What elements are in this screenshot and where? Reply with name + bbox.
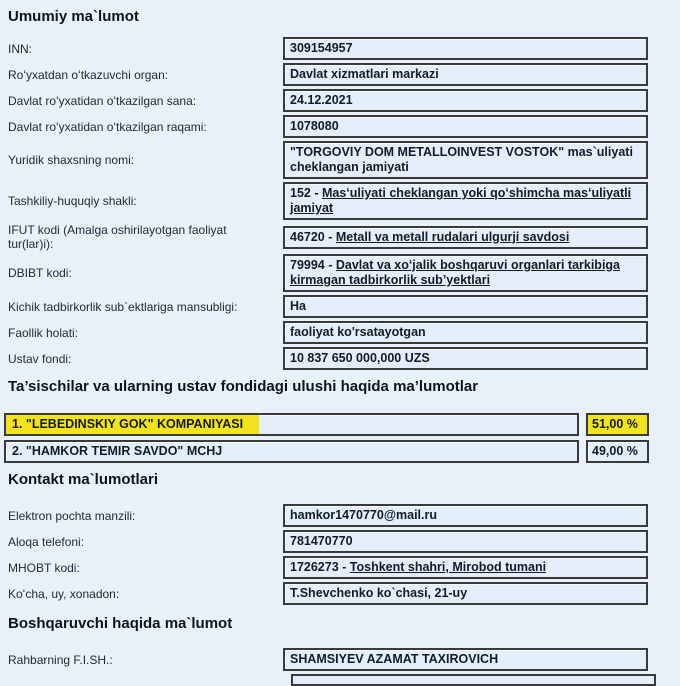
field-label: Faollik holati: <box>8 325 79 340</box>
info-row-small-business <box>8 295 648 318</box>
info-row-dbibt-code <box>8 254 648 292</box>
field-value-box: 1078080 <box>283 115 648 138</box>
founder-name: 2. "HAMKOR TEMIR SAVDO" MCHJ <box>12 444 223 458</box>
founder-name-highlight: 1. "LEBEDINSKIY GOK" KOMPANIYASI <box>6 415 259 434</box>
field-label: Aloqa telefoni: <box>8 534 85 549</box>
code-prefix: 79994 - <box>290 258 336 272</box>
field-label: Davlat roʻyxatidan oʻtkazilgan raqami: <box>8 119 207 134</box>
manager-row-name <box>8 648 648 671</box>
founder-share-box: 51,00 % <box>586 413 649 436</box>
info-row-legal-name <box>8 141 648 179</box>
field-label: MHOBT kodi: <box>8 560 80 575</box>
info-row-inn <box>8 37 648 60</box>
founders-section-title: Ta’sischilar va ularning ustav fondidagi ulushi haqida ma’lumotlar <box>8 378 479 395</box>
field-label: Davlat roʻyxatidan oʻtkazilgan sana: <box>8 93 197 108</box>
field-value-box: hamkor1470770@mail.ru <box>283 504 648 527</box>
contact-row-email <box>8 504 648 527</box>
general-section-title: Umumiy ma`lumot <box>8 8 139 25</box>
founder-name-box <box>4 440 579 463</box>
field-value-box: Davlat xizmatlari markazi <box>283 63 648 86</box>
founder-row-1 <box>4 413 649 436</box>
ifut-link[interactable]: Metall va metall rudalari ulgurji savdosi <box>335 229 570 244</box>
founder-share-box: 49,00 % <box>586 440 649 463</box>
legal-form-link[interactable]: Masʻuliyati cheklangan yoki qoʻshimcha masʻuliyatli jamiyat <box>290 186 632 215</box>
field-value-box: faoliyat ko'rsatayotgan <box>283 321 648 344</box>
field-value-box: T.Shevchenko ko`chasi, 21-uy <box>283 582 648 605</box>
partial-next-value-box <box>291 674 656 686</box>
info-row-activity-status <box>8 321 648 344</box>
founder-row-2 <box>4 440 649 463</box>
field-value-box <box>283 254 648 292</box>
field-label: INN: <box>8 41 32 56</box>
field-value-box: Ha <box>283 295 648 318</box>
field-label: Ustav fondi: <box>8 351 72 366</box>
info-row-registration-date <box>8 89 648 112</box>
field-label: Yuridik shaxsning nomi: <box>8 153 135 167</box>
contacts-section-title: Kontakt ma`lumotlari <box>8 471 159 488</box>
field-label: Elektron pochta manzili: <box>8 508 136 523</box>
field-value-box: "TORGOVIY DOM METALLOINVEST VOSTOK" mas`uliyati cheklangan jamiyati <box>283 141 648 179</box>
contact-row-mhobt <box>8 556 648 579</box>
contact-row-phone <box>8 530 648 553</box>
contact-row-address <box>8 582 648 605</box>
field-value-box: 781470770 <box>283 530 648 553</box>
field-value-box: 24.12.2021 <box>283 89 648 112</box>
info-row-charter-fund <box>8 347 648 370</box>
field-label: Koʻcha, uy, xonadon: <box>8 586 120 601</box>
mhobt-link[interactable]: Toshkent shahri, Mirobod tumani <box>349 560 547 574</box>
field-value-box <box>283 182 648 220</box>
info-row-legal-form <box>8 182 648 220</box>
info-row-registering-org <box>8 63 648 86</box>
field-value-box <box>283 226 648 249</box>
field-label: Tashkiliy-huquqiy shakli: <box>8 194 137 208</box>
field-label: DBIBT kodi: <box>8 266 72 280</box>
info-row-registration-number <box>8 115 648 138</box>
field-label: IFUT kodi (Amalga oshirilayotgan faoliyat tur(lar)i): <box>8 223 227 251</box>
code-prefix: 46720 - <box>290 229 336 244</box>
manager-section-title: Boshqaruvchi haqida ma`lumot <box>8 615 233 632</box>
field-value-box: SHAMSIYEV AZAMAT TAXIROVICH <box>283 648 648 671</box>
dbibt-link[interactable]: Davlat va xoʻjalik boshqaruvi organlari tarkibiga kirmagan tadbirkorlik sub’yektlari <box>290 258 620 287</box>
code-prefix: 152 - <box>290 186 322 200</box>
founder-name-box <box>4 413 579 436</box>
field-label: Rahbarning F.I.SH.: <box>8 652 113 667</box>
code-prefix: 1726273 - <box>290 560 350 574</box>
info-row-ifut-code <box>8 223 648 251</box>
field-label: Roʻyxatdan oʻtkazuvchi organ: <box>8 67 169 82</box>
field-value-box: 309154957 <box>283 37 648 60</box>
field-value-box <box>283 556 648 579</box>
field-value-box: 10 837 650 000,000 UZS <box>283 347 648 370</box>
field-label: Kichik tadbirkorlik sub`ektlariga mansubligi: <box>8 299 238 314</box>
